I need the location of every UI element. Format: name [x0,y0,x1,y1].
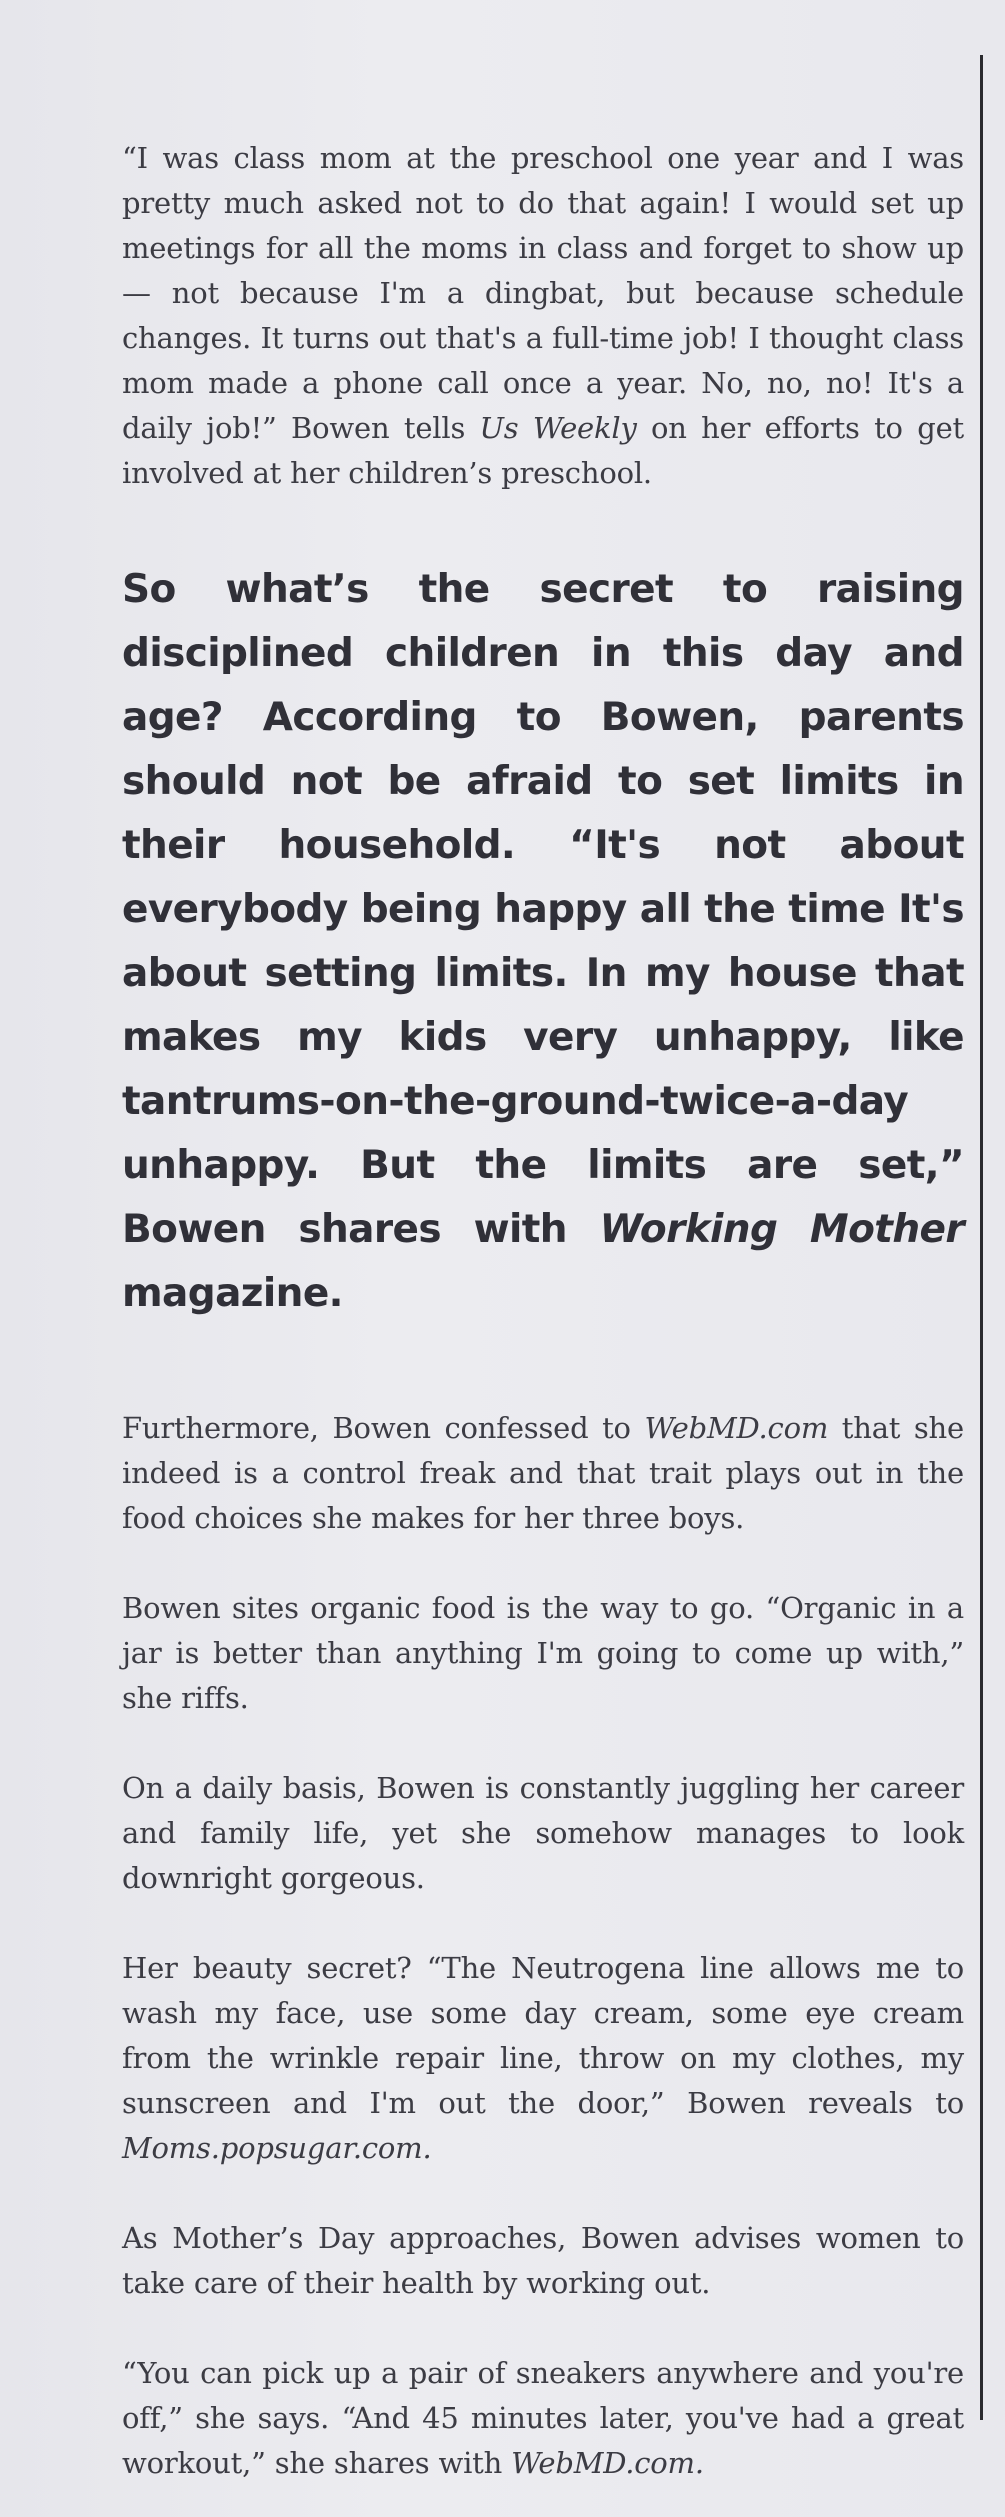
paragraph-text: “You can pick up a pair of sneakers anywhere and you're off,” she says. “And 45 minutes later, you've had a great workout,” she shares with [122,2356,964,2480]
paragraph-control-freak [122,1406,964,1541]
paragraph-text: Her beauty secret? “The Neutrogena line allows me to wash my face, use some day cream, some eye cream from the wrinkle repair line, throw on my clothes, my sunscreen and I'm out the door,” Bowen reveals to [122,1951,964,2120]
publication-name: Moms.popsugar.com. [122,2131,432,2165]
column-rule [980,55,983,2420]
paragraph-organic-food: Bowen sites organic food is the way to go. “Organic in a jar is better than anything I'm going to come up with,” she riffs. [122,1591,964,1715]
paragraph-workout [122,2351,964,2486]
paragraph-juggling: On a daily basis, Bowen is constantly juggling her career and family life, yet she somehow manages to look downright gorgeous. [122,1771,964,1895]
paragraph-text: on her efforts to get involved at her children’s preschool. [122,411,964,490]
publication-name: Us Weekly [479,411,637,445]
pull-quote [122,558,964,1326]
paragraph-beauty-secret [122,1946,964,2171]
paragraph-text: Furthermore, Bowen confessed to [122,1411,645,1445]
pull-quote-text: So what’s the secret to raising disciplined children in this day and age? According to Bowen, parents should not be afraid to set limits in their household. “It's not about everybody being happy all the time It's about setting limits. In my house that makes my kids very unhappy, like tantrums-on-the-ground-twice-a-day unhappy. But the limits are set,” Bowen shares with [122,567,964,1252]
paragraph-text: “I was class mom at the preschool one year and I was pretty much asked not to do that again! I would set up meetings for all the moms in class and forget to show up — not because I'm a dingbat, but because schedule changes. It turns out that's a full-time job! I thought class mom made a phone call once a year. No, no, no! It's a daily job!” Bowen tells [122,141,964,445]
publication-name: WebMD.com. [511,2446,704,2480]
article-column [122,136,964,2486]
paragraph-text: that she indeed is a control freak and that trait plays out in the food choices she makes for her three boys. [122,1411,964,1535]
publication-name: Working Mother [599,1207,964,1252]
paragraph-mothers-day: As Mother’s Day approaches, Bowen advises women to take care of their health by working out. [122,2221,964,2300]
paragraph-class-mom [122,136,964,496]
pull-quote-text: magazine. [122,1271,343,1316]
publication-name: WebMD.com [644,1411,829,1445]
